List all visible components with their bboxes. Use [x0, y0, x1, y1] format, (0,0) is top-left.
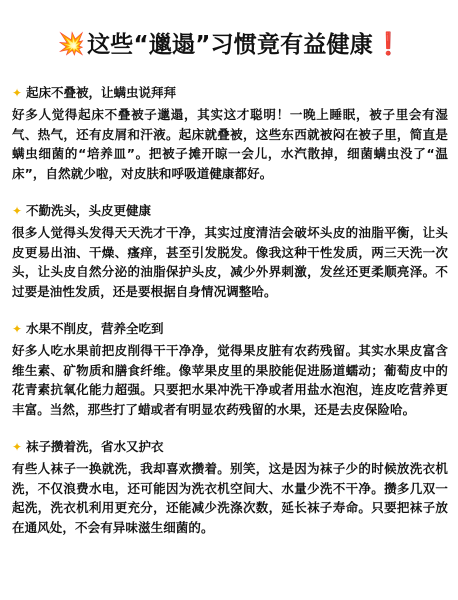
section-bed — [12, 84, 448, 183]
exclamation-icon: ❗ — [374, 32, 403, 57]
sparkles-icon: ✦ — [12, 322, 23, 336]
explosion-icon: 💥 — [57, 32, 86, 57]
section-heading-text: 起床不叠被，让螨虫说拜拜 — [26, 85, 177, 100]
section-hair — [12, 202, 448, 301]
section-heading-text: 水果不削皮，营养全吃到 — [26, 321, 164, 336]
section-heading-text: 袜子攒着洗，省水又护衣 — [26, 439, 164, 454]
sparkles-icon: ✦ — [12, 86, 23, 100]
page-title-text: 这些“邋遢”习惯竟有益健康 — [87, 32, 373, 58]
section-fruit — [12, 320, 448, 419]
section-body: 好多人吃水果前把皮削得干干净净，觉得果皮脏有农药残留。其实水果皮富含维生素、矿物质和膳食纤维。像苹果皮里的果胶能促进肠道蠕动；葡萄皮中的花青素抗氧化能力超强。只要把水果冲洗干净或者用盐水泡泡，连皮吃营养更丰富。当然，那些打了蜡或者有明显农药残留的水果，还是去皮保险哈。 — [12, 343, 448, 417]
section-heading — [12, 438, 448, 456]
section-heading-text: 不勤洗头，头皮更健康 — [26, 203, 152, 218]
sparkles-icon: ✦ — [12, 204, 23, 218]
sparkles-icon: ✦ — [12, 440, 23, 454]
section-heading — [12, 320, 448, 338]
section-socks — [12, 438, 448, 537]
section-body: 有些人袜子一换就洗，我却喜欢攒着。别笑，这是因为袜子少的时候放洗衣机洗，不仅浪费水电，还可能因为洗衣机空间大、水量少洗不干净。攒多几双一起洗，洗衣机利用更充分，还能减少洗涤次数，延长袜子寿命。只要把袜子放在通风处，不会有异味滋生细菌的。 — [12, 461, 448, 535]
section-body: 好多人觉得起床不叠被子邋遢，其实这才聪明！一晚上睡眠，被子里会有湿气、热气，还有皮屑和汗液。起床就叠被，这些东西就被闷在被子里，简直是螨虫细菌的“培养皿”。把被子摊开晾一会儿，水汽散掉，细菌螨虫没了“温床”，自然就少啦，对皮肤和呼吸道健康都好。 — [12, 107, 448, 181]
section-heading — [12, 84, 448, 102]
page-title — [12, 32, 448, 58]
section-heading — [12, 202, 448, 220]
section-body: 很多人觉得头发得天天洗才干净，其实过度清洁会破坏头皮的油脂平衡，让头皮更易出油、干燥、瘙痒，甚至引发脱发。像我这种干性发质，两三天洗一次头，让头皮自然分泌的油脂保护头皮，减少外界刺激，发丝还更柔顺亮泽。不过要是油性发质，还是要根据自身情况调整哈。 — [12, 225, 448, 299]
